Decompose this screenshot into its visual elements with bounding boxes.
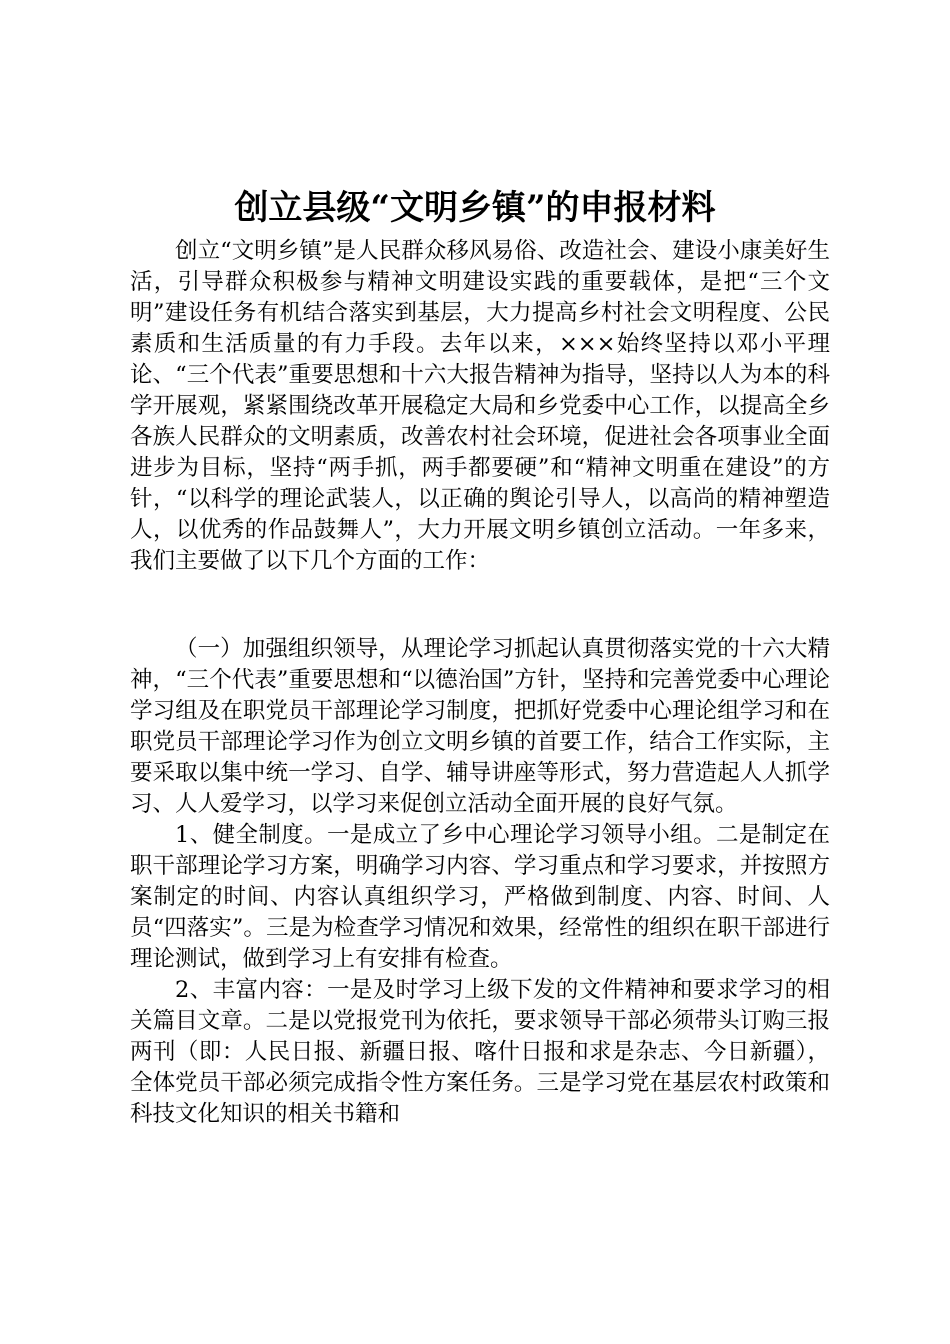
work-section [130, 634, 830, 1130]
intro-paragraph: 创立“文明乡镇”是人民群众移风易俗、改造社会、建设小康美好生活，引导群众积极参与精神文明建设实践的重要载体，是把“三个文明”建设任务有机结合落实到基层，大力提高乡村社会文明程度、公民素质和生活质量的有力手段。去年以来，×××始终坚持以邓小平理论、“三个代表”重要思想和十六大报告精神为指导，坚持以人为本的科学开展观，紧紧围绕改革开展稳定大局和乡党委中心工作，以提高全乡各族人民群众的文明素质，改善农村社会环境，促进社会各项事业全面进步为目标，坚持“两手抓，两手都要硬”和“精神文明重在建设”的方针，“以科学的理论武装人，以正确的舆论引导人，以高尚的精神塑造人，以优秀的作品鼓舞人”，大力开展文明乡镇创立活动。一年多来，我们主要做了以下几个方面的工作： [130, 238, 830, 574]
intro-section [130, 236, 830, 577]
section-one-paragraph: （一）加强组织领导，从理论学习抓起认真贯彻落实党的十六大精神，“三个代表”重要思想和“以德治国”方针，坚持和完善党委中心理论学习组及在职党员干部理论学习制度，把抓好党委中心理论组学习和在职党员干部理论学习作为创立文明乡镇的首要工作，结合工作实际，主要采取以集中统一学习、自学、辅导讲座等形式，努力营造起人人抓学习、人人爱学习，以学习来促创立活动全面开展的良好气氛。 [130, 636, 830, 817]
document-title: 创立县级“文明乡镇”的申报材料 [234, 188, 716, 228]
item-two-paragraph: 2、丰富内容：一是及时学习上级下发的文件精神和要求学习的相关篇目文章。二是以党报党刊为依托，要求领导干部必须带头订购三报两刊（即：人民日报、新疆日报、喀什日报和求是杂志、今日新疆），全体党员干部必须完成指令性方案任务。三是学习党在基层农村政策和科技文化知识的相关书籍和 [130, 977, 830, 1127]
item-one-paragraph: 1、健全制度。一是成立了乡中心理论学习领导小组。二是制定在职干部理论学习方案，明确学习内容、学习重点和学习要求，并按照方案制定的时间、内容认真组织学习，严格做到制度、内容、时间、人员“四落实”。三是为检查学习情况和效果，经常性的组织在职干部进行理论测试，做到学习上有安排有检查。 [130, 822, 830, 972]
